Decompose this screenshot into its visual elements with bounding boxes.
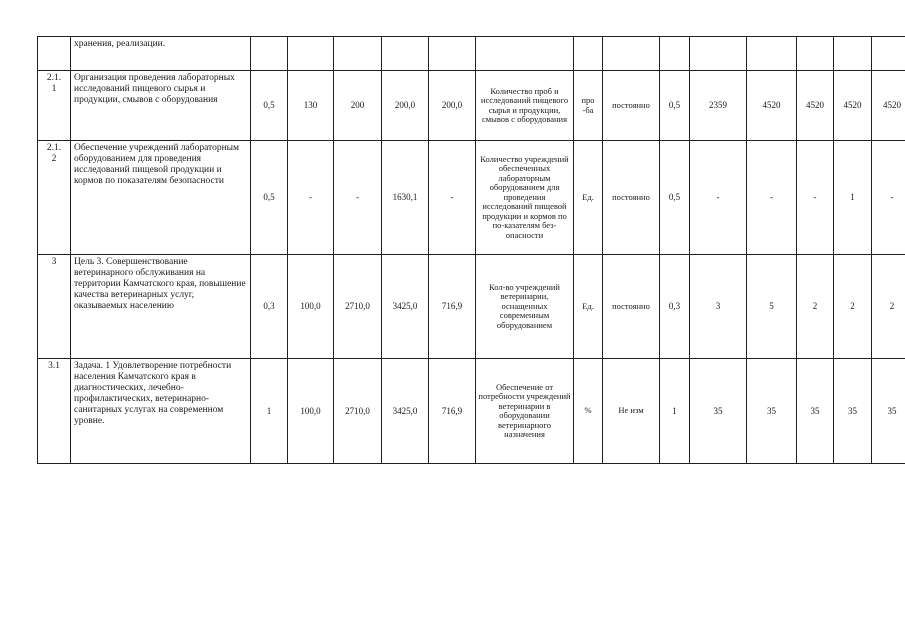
target-year-4-cell [834,37,872,71]
funding-2016-cell: 3425,0 [382,359,429,464]
unit-of-measure-cell: Ед. [574,141,603,255]
unit-of-measure-cell: про -ба [574,71,603,141]
funding-2015-cell: 200 [334,71,382,141]
funding-2017-cell [429,37,476,71]
unit-of-measure-cell: Ед. [574,255,603,359]
measurement-period-cell: постоянно [603,71,660,141]
base-weight-cell: 0,5 [660,141,690,255]
target-year-1-cell: 35 [690,359,747,464]
funding-2014-cell: 100,0 [288,359,334,464]
target-year-4-cell: 2 [834,255,872,359]
row-number-cell: 2.1. 1 [38,71,71,141]
row-name-cell: Обеспечение учреждений лабораторным оборудованием для проведения исследований пищевой продукции и кормов по показателям безопасности [71,141,251,255]
target-year-3-cell: 35 [797,359,834,464]
funding-2015-cell: 2710,0 [334,359,382,464]
indicator-weight-cell [251,37,288,71]
unit-of-measure-cell: % [574,359,603,464]
target-year-4-cell: 35 [834,359,872,464]
target-year-2-cell [747,37,797,71]
funding-2016-cell: 3425,0 [382,255,429,359]
indicator-name-cell: Количество учреждений обеспеченных лабораторным оборудованием для проведения исследований пищевой продукции и кормов по по-казателям без-опасности [476,141,574,255]
row-number-cell [38,37,71,71]
funding-2017-cell: 716,9 [429,359,476,464]
row-name-cell: хранения, реализации. [71,37,251,71]
funding-2015-cell: 2710,0 [334,255,382,359]
funding-2016-cell [382,37,429,71]
measurement-period-cell: постоянно [603,141,660,255]
funding-2014-cell: - [288,141,334,255]
row-name-cell: Организация проведения лабораторных исследований пищевого сырья и продукции, смывов с оборудования [71,71,251,141]
target-year-5-cell: 2 [872,255,905,359]
target-year-2-cell: - [747,141,797,255]
funding-2017-cell: 716,9 [429,255,476,359]
indicator-name-cell: Количество проб и исследований пищевого сырья и продукции, смывов с оборудования [476,71,574,141]
funding-2014-cell: 130 [288,71,334,141]
table-row [38,37,905,71]
table-row [38,71,905,141]
target-year-1-cell: 2359 [690,71,747,141]
target-year-5-cell [872,37,905,71]
measurement-period-cell: постоянно [603,255,660,359]
target-year-1-cell [690,37,747,71]
funding-2015-cell: - [334,141,382,255]
funding-2017-cell: - [429,141,476,255]
measurement-period-cell: Не изм [603,359,660,464]
base-weight-cell [660,37,690,71]
target-year-2-cell: 4520 [747,71,797,141]
program-table [37,36,905,464]
funding-2017-cell: 200,0 [429,71,476,141]
row-number-cell: 2.1. 2 [38,141,71,255]
row-number-cell: 3.1 [38,359,71,464]
target-year-3-cell: - [797,141,834,255]
funding-2015-cell [334,37,382,71]
target-year-3-cell: 2 [797,255,834,359]
target-year-5-cell: - [872,141,905,255]
target-year-4-cell: 4520 [834,71,872,141]
row-name-cell: Задача. 1 Удовлетворение потребности населения Камчатского края в диагностических, лечебно-профилактических, ветеринарно-санитарных услугах на современном уровне. [71,359,251,464]
target-year-3-cell: 4520 [797,71,834,141]
table-row [38,359,905,464]
target-year-1-cell: - [690,141,747,255]
indicator-name-cell: Кол-во учреждений ветеринарии, оснащенных современным оборудованием [476,255,574,359]
indicator-name-cell: Обеспечение от потребности учреждений ветеринарии в оборудовании ветеринарного назначения [476,359,574,464]
funding-2016-cell: 1630,1 [382,141,429,255]
row-name-cell: Цель 3. Совершенствование ветеринарного обслуживания на территории Камчатского края, повышение качества ветеринарных услуг, оказываемых населению [71,255,251,359]
row-number-cell: 3 [38,255,71,359]
measurement-period-cell [603,37,660,71]
funding-2014-cell: 100,0 [288,255,334,359]
unit-of-measure-cell [574,37,603,71]
base-weight-cell: 0,3 [660,255,690,359]
target-year-4-cell: 1 [834,141,872,255]
target-year-2-cell: 5 [747,255,797,359]
target-year-5-cell: 35 [872,359,905,464]
target-year-3-cell [797,37,834,71]
base-weight-cell: 1 [660,359,690,464]
funding-2016-cell: 200,0 [382,71,429,141]
target-year-1-cell: 3 [690,255,747,359]
base-weight-cell: 0,5 [660,71,690,141]
indicator-weight-cell: 0,5 [251,141,288,255]
indicator-name-cell [476,37,574,71]
indicator-weight-cell: 0,3 [251,255,288,359]
table-row [38,141,905,255]
target-year-2-cell: 35 [747,359,797,464]
indicator-weight-cell: 0,5 [251,71,288,141]
table-row [38,255,905,359]
funding-2014-cell [288,37,334,71]
indicator-weight-cell: 1 [251,359,288,464]
target-year-5-cell: 4520 [872,71,905,141]
